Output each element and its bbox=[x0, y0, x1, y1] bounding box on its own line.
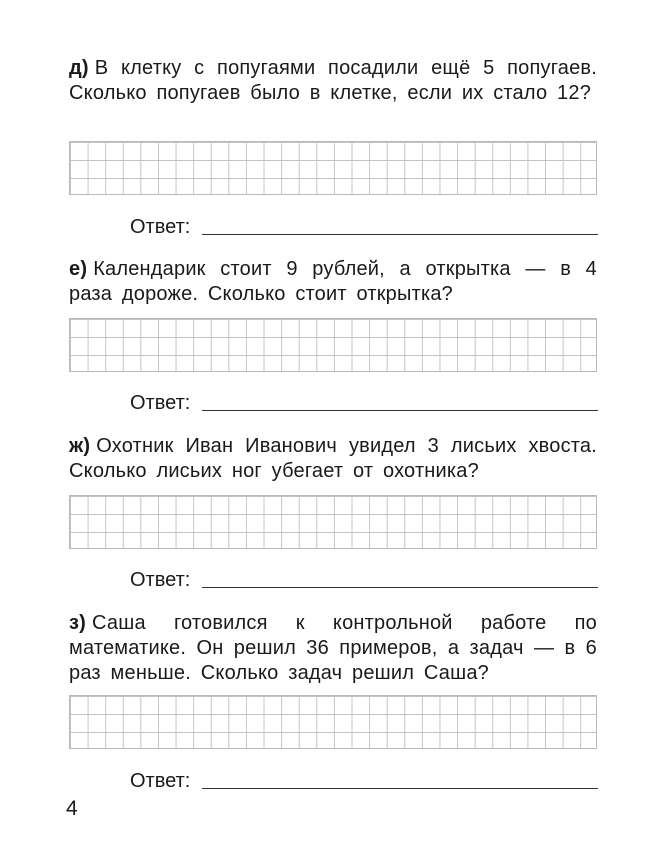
answer-label: Ответ: bbox=[130, 392, 191, 414]
task-letter: ж) bbox=[69, 435, 91, 457]
answer-label: Ответ: bbox=[130, 569, 191, 591]
task-z bbox=[69, 611, 597, 792]
page-number: 4 bbox=[66, 797, 78, 820]
task-letter: д) bbox=[69, 57, 89, 79]
answer-line[interactable] bbox=[202, 409, 598, 411]
task-text bbox=[69, 434, 597, 484]
answer-row bbox=[130, 389, 598, 415]
task-e bbox=[69, 257, 597, 414]
answer-line[interactable] bbox=[202, 233, 598, 235]
answer-grid[interactable] bbox=[69, 318, 597, 372]
task-letter: з) bbox=[69, 612, 87, 634]
task-letter: е) bbox=[69, 258, 88, 280]
task-question: В клетку с попугаями посадили ещё 5 попугаев. Сколько попугаев было в клетке, если их стало 12? bbox=[69, 57, 597, 104]
task-zh bbox=[69, 434, 597, 591]
answer-label: Ответ: bbox=[130, 770, 191, 792]
task-question: Охотник Иван Иванович увидел 3 лисьих хвоста. Сколько лисьих ног убегает от охотника? bbox=[69, 435, 597, 482]
task-question: Календарик стоит 9 рублей, а открытка — в 4 раза дороже. Сколько стоит открытка? bbox=[69, 258, 597, 305]
answer-row bbox=[130, 213, 598, 239]
answer-row bbox=[130, 566, 598, 592]
task-question: Саша готовился к контрольной работе по математике. Он решил 36 примеров, а задач — в 6 раз меньше. Сколько задач решил Саша? bbox=[69, 612, 597, 684]
task-text bbox=[69, 257, 597, 307]
task-text bbox=[69, 611, 597, 686]
answer-grid[interactable] bbox=[69, 495, 597, 549]
answer-grid[interactable] bbox=[69, 141, 597, 195]
answer-grid[interactable] bbox=[69, 695, 597, 749]
task-d bbox=[69, 56, 597, 238]
answer-row bbox=[130, 767, 598, 793]
answer-label: Ответ: bbox=[130, 216, 191, 238]
task-text bbox=[69, 56, 597, 106]
answer-line[interactable] bbox=[202, 586, 598, 588]
answer-line[interactable] bbox=[202, 787, 598, 789]
